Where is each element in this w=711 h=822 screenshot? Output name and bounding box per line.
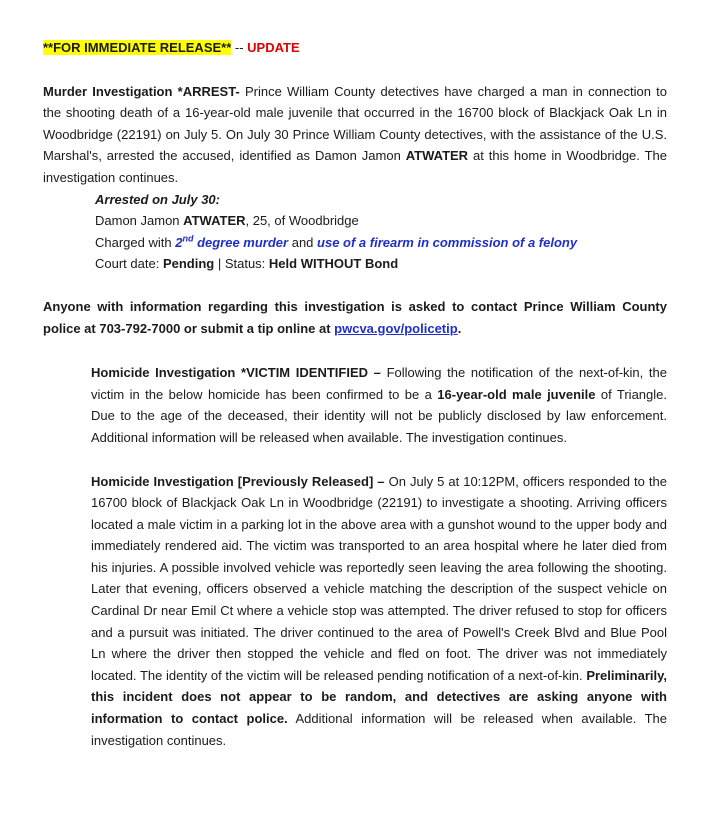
arrest-paragraph <box>43 81 667 189</box>
previously-released-paragraph: Homicide Investigation [Previously Released] – On July 5 at 10:12PM, officers responded to the 16700 block of Blackjack Oak Ln in Woodbridge (22191) to investigate a shooting. Arriving officers located a male victim in a parking lot in the above area with a gunshot wound to the upper body and immediately rendered aid. The victim was transported to an area hospital where he later died from his injuries. A possible involved vehicle was reportedly seen leaving the area following the shooting. Later that evening, officers observed a vehicle matching the description of the suspect vehicle on Cardinal Dr near Emil Ct where a vehicle stop was attempted. The driver refused to stop for officers and a pursuit was initiated. The driver continued to the area of Powell's Creek Blvd and Blue Pool Ln where the driver then stopped the vehicle and fled on foot. The driver was not immediately located. The identity of the victim will be released pending notification of a next-of-kin. Preliminarily, this incident does not appear to be random, and detectives are asking anyone with information to contact police. Additional information will be released when available. The investigation continues. <box>91 473 668 748</box>
arrest-body-1: Prince William County detectives have charged a man in connection to the shooting death of a 16-year-old male juvenile that occurred in the 16700 block of Blackjack Oak Ln in Woodbridge (22191) on July 5. On July 30 Prince William County detectives, with the assistance of the U.S. Marshal's, arrested the accused, identified as Damon Jamon <box>43 83 667 164</box>
arrest-details <box>43 189 667 275</box>
arrested-on-label: Arrested on July 30: <box>95 191 220 207</box>
policetip-link[interactable]: pwcva.gov/policetip <box>334 320 458 336</box>
court-date-value: Pending <box>162 256 215 272</box>
press-release-document <box>43 37 667 751</box>
contact-paragraph: Anyone with information regarding this investigation is asked to contact Prince William County police at 703-792-7000 or submit a tip online at pwcva.gov/policetip. <box>43 298 667 336</box>
arrest-body-name: ATWATER <box>405 148 469 164</box>
arrested-person: Damon Jamon ATWATER, 25, of Woodbridge <box>95 213 359 229</box>
previous-section-title: Homicide Investigation [Previously Released] – <box>91 473 385 489</box>
court-status-line: Court date: Pending | Status: Held WITHOUT Bond <box>95 256 399 272</box>
release-header <box>43 37 667 59</box>
header-separator: -- <box>231 40 248 55</box>
victim-age-bold: 16-year-old male juvenile <box>437 386 596 402</box>
arrest-body-2: at this home in Woodbridge. The investigation continues. <box>43 148 667 185</box>
preliminary-statement-bold: Preliminarily, this incident does not appear to be random, and detectives are asking anyone with information to contact police. <box>91 667 667 727</box>
victim-section-title: Homicide Investigation *VICTIM IDENTIFIED – <box>91 365 381 381</box>
charge-murder: 2nd degree murder <box>175 233 289 250</box>
update-label: UPDATE <box>247 40 300 55</box>
charges-line: Charged with 2nd degree murder and use of a firearm in commission of a felony <box>95 233 578 250</box>
charge-firearm: use of a firearm in commission of a felony <box>317 234 578 250</box>
arrest-title: Murder Investigation *ARREST- <box>43 83 240 99</box>
victim-identified-paragraph: Homicide Investigation *VICTIM IDENTIFIED – Following the notification of the next-of-kin, the victim in the below homicide has been confirmed to be a 16-year-old male juvenile of Triangle. Due to the age of the deceased, their identity will not be publicly disclosed by law enforcement. Additional information will be released when available. The investigation continues. <box>91 365 667 445</box>
status-value: Held WITHOUT Bond <box>268 256 399 272</box>
immediate-release-highlight: **FOR IMMEDIATE RELEASE** <box>43 40 232 55</box>
